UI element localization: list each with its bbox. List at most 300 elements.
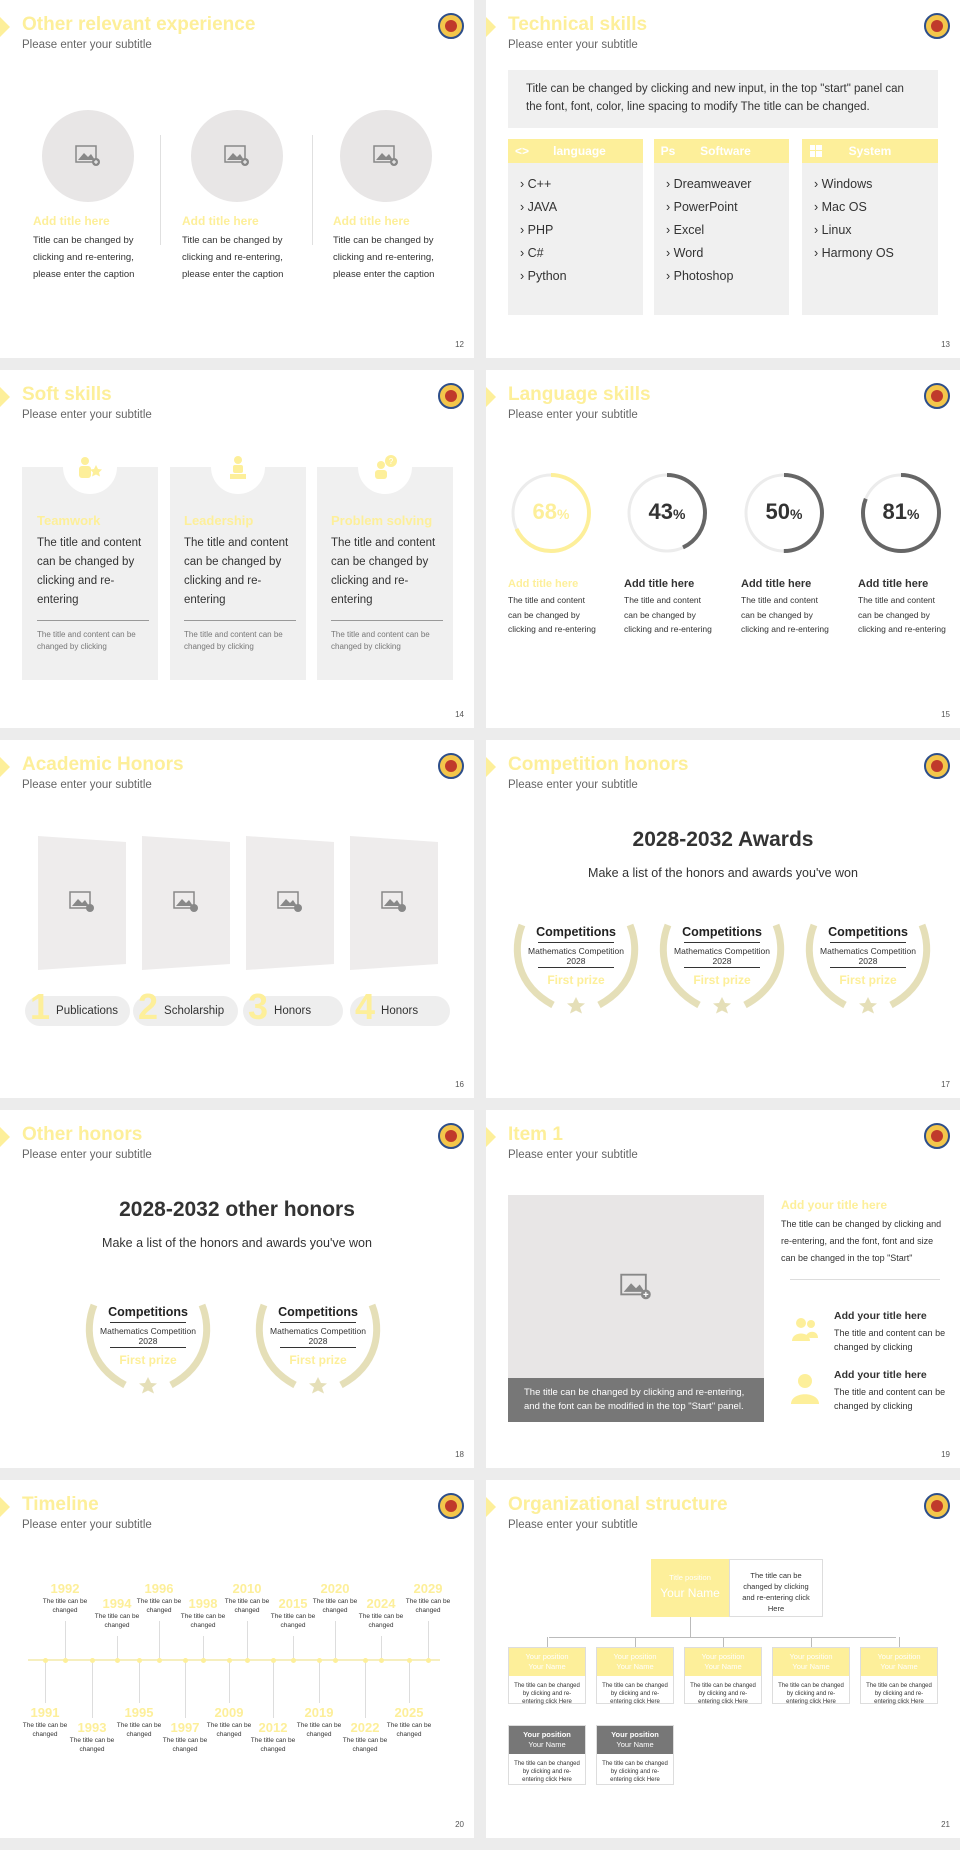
timeline-dot [183, 1658, 188, 1663]
timeline-stem [428, 1621, 429, 1658]
org-position: Your position [611, 1730, 659, 1739]
photoshop-icon: Ps [660, 144, 676, 158]
timeline-dot [227, 1658, 232, 1663]
timeline-dot [363, 1658, 368, 1663]
divider [538, 967, 614, 968]
timeline-dot [137, 1658, 142, 1663]
list-item: › PHP [520, 223, 554, 237]
timeline-text: The title can be changed [22, 1722, 68, 1738]
skill-list [654, 163, 789, 288]
divider [331, 620, 443, 621]
leadership-icon [211, 440, 265, 494]
progress-ring [741, 470, 827, 556]
title-marker [0, 1497, 10, 1517]
timeline-year: 1992 [50, 1581, 80, 1596]
timeline-dot [317, 1658, 322, 1663]
list-item: › Linux [814, 223, 852, 237]
list-item: › Python [520, 269, 567, 283]
divider [184, 620, 296, 621]
timeline-stem [45, 1662, 46, 1703]
experience-card [182, 214, 302, 283]
list-item: › C++ [520, 177, 552, 191]
org-position: Your position [701, 1652, 745, 1661]
award-line: Mathematics Competition [674, 946, 770, 956]
slide-title: Other relevant experience [22, 14, 256, 35]
page-number: 18 [455, 1450, 464, 1459]
timeline-text: The title can be changed [94, 1613, 140, 1629]
divider [160, 135, 161, 245]
side-text: The title can be changed by clicking and re-entering, and the font, font and size can be changed in the top "Start" [781, 1219, 942, 1263]
timeline-dot [245, 1658, 250, 1663]
page-number: 16 [455, 1080, 464, 1089]
title-marker [0, 1127, 10, 1147]
timeline-stem [381, 1636, 382, 1658]
divider [538, 942, 614, 943]
card-title: Problem solving [331, 513, 433, 528]
list-item: › Photoshop [666, 269, 734, 283]
org-text: The title can be changed by clicking and re-entering click Here [602, 1761, 668, 1783]
title-marker [0, 17, 10, 37]
timeline-dot [271, 1658, 276, 1663]
timeline-stem [365, 1662, 366, 1718]
org-card [508, 1725, 586, 1785]
photo-caption: The title can be changed by clicking and re-entering, and the font can be modified in the top "Start" panel. [508, 1378, 764, 1422]
award-wreath [654, 915, 790, 1015]
org-connector [690, 1617, 691, 1637]
university-emblem-icon [924, 13, 950, 39]
timeline-year: 1991 [30, 1705, 60, 1720]
org-text: The title can be changed by clicking and re-entering click Here [866, 1683, 932, 1705]
slide-19 [486, 1110, 960, 1468]
slide-14 [0, 370, 474, 728]
org-position: Your position [789, 1652, 833, 1661]
timeline-year: 2010 [232, 1581, 262, 1596]
honor-pill [25, 986, 130, 1027]
university-emblem-icon [438, 13, 464, 39]
award-year: 2028 [138, 1336, 158, 1346]
timeline-year: 1997 [170, 1720, 200, 1735]
timeline-year: 2022 [350, 1720, 380, 1735]
divider [830, 967, 906, 968]
timeline-year: 2019 [304, 1705, 334, 1720]
progress-ring [508, 470, 594, 556]
org-position: Your position [613, 1652, 657, 1661]
photo-placeholder[interactable] [508, 1195, 764, 1378]
experience-card [33, 214, 153, 283]
photo-placeholder[interactable] [42, 110, 134, 202]
slide-20 [0, 1480, 474, 1838]
code-icon: <> [514, 144, 529, 158]
timeline-text: The title can be changed [206, 1722, 252, 1738]
org-position: Your position [525, 1652, 569, 1661]
page-number: 19 [941, 1450, 950, 1459]
root-position: Title position [669, 1573, 711, 1582]
org-card [772, 1647, 850, 1704]
card-title: Add title here [182, 214, 259, 228]
title-marker [486, 17, 496, 37]
page-number: 15 [941, 710, 950, 719]
university-emblem-icon [924, 1123, 950, 1149]
slide-18 [0, 1110, 474, 1468]
timeline-dot [115, 1658, 120, 1663]
honor-pill [350, 986, 450, 1027]
timeline-dot [90, 1658, 95, 1663]
org-card [596, 1647, 674, 1704]
slide-subtitle: Please enter your subtitle [508, 409, 638, 421]
timeline-stem [229, 1662, 230, 1703]
row-text: The title and content can be changed by clicking [834, 1387, 946, 1411]
title-marker [486, 387, 496, 407]
slide-title: Competition honors [508, 754, 689, 775]
card-text: Title can be changed by clicking and re-entering, please enter the caption [333, 235, 435, 280]
page-number: 13 [941, 340, 950, 349]
title-marker [486, 1127, 496, 1147]
org-name: Your Name [616, 1740, 654, 1749]
list-item: › Windows [814, 177, 873, 191]
item-text: The title and content can be changed by clicking and re-entering [741, 595, 829, 634]
side-title: Add your title here [781, 1198, 888, 1212]
item-text: The title and content can be changed by clicking and re-entering [858, 595, 946, 634]
org-name: Your Name [704, 1662, 742, 1671]
divider [312, 135, 313, 245]
slide-subtitle: Please enter your subtitle [22, 1519, 152, 1531]
honor-label: Publications [56, 1005, 119, 1017]
timeline-year: 2024 [366, 1596, 396, 1611]
university-emblem-icon [924, 1493, 950, 1519]
timeline-text: The title can be changed [312, 1598, 358, 1614]
card-title: Leadership [184, 513, 254, 528]
item-title: Add title here [741, 578, 812, 590]
card-title: Add title here [33, 214, 110, 228]
org-connector [811, 1637, 812, 1647]
card-text: The title and content can be changed by clicking and re-entering [331, 537, 436, 606]
slide-subtitle: Please enter your subtitle [22, 1149, 152, 1161]
ring-value: 68% [532, 499, 570, 524]
list-item: › Dreamweaver [666, 177, 752, 191]
timeline-year: 2029 [413, 1581, 443, 1596]
honor-number: 3 [248, 986, 269, 1027]
photo-placeholder[interactable] [36, 836, 128, 970]
slide-title: Academic Honors [22, 754, 184, 775]
slide-12 [0, 0, 474, 358]
award-line: Mathematics Competition [270, 1326, 366, 1336]
divider [684, 942, 760, 943]
slide-subtitle: Please enter your subtitle [22, 39, 152, 51]
university-emblem-icon [438, 1123, 464, 1149]
timeline-text: The title can be changed [250, 1737, 296, 1753]
university-emblem-icon [438, 753, 464, 779]
honor-number: 4 [355, 986, 376, 1027]
section-tagline: Make a list of the honors and awards you've won [102, 1236, 372, 1250]
slide-subtitle: Please enter your subtitle [508, 779, 638, 791]
award-wreath [80, 1295, 216, 1395]
slide-title: Language skills [508, 384, 651, 405]
org-card [684, 1647, 762, 1704]
timeline-text: The title can be changed [69, 1737, 115, 1753]
award-prize: First prize [547, 973, 605, 987]
timeline-dot [291, 1658, 296, 1663]
progress-ring [858, 470, 944, 556]
honor-number: 2 [138, 986, 159, 1027]
slide-title: Item 1 [508, 1124, 563, 1145]
slide-title: Timeline [22, 1494, 99, 1515]
award-line: Mathematics Competition [528, 946, 624, 956]
org-name: Your Name [528, 1662, 566, 1671]
honor-pill [133, 986, 238, 1027]
slide-subtitle: Please enter your subtitle [508, 1149, 638, 1161]
slide-subtitle: Please enter your subtitle [508, 39, 638, 51]
timeline-text: The title can be changed [224, 1598, 270, 1614]
org-text: The title can be changed by clicking and re-entering click Here [602, 1683, 668, 1705]
timeline-year: 2015 [278, 1596, 308, 1611]
title-marker [0, 757, 10, 777]
image-icon [75, 145, 101, 167]
card-note: The title and content can be changed by clicking [184, 630, 283, 651]
column-title: System [848, 144, 892, 158]
list-item: › JAVA [520, 200, 558, 214]
timeline-stem [159, 1621, 160, 1658]
award-prize: First prize [693, 973, 751, 987]
progress-ring [624, 470, 710, 556]
ring-value: 50% [765, 499, 803, 524]
list-item: › C# [520, 246, 544, 260]
skill-list [508, 163, 643, 288]
timeline-year: 2009 [214, 1705, 244, 1720]
column-title: Software [700, 144, 751, 158]
timeline-year: 2012 [258, 1720, 288, 1735]
card-text: The title and content can be changed by clicking and re-entering [184, 537, 289, 606]
item-title: Add title here [858, 578, 929, 590]
org-connector [723, 1637, 724, 1647]
timeline-text: The title can be changed [386, 1722, 432, 1738]
org-text: The title can be changed by clicking and re-entering click Here [690, 1683, 756, 1705]
page-number: 12 [455, 340, 464, 349]
slide-17 [486, 740, 960, 1098]
photo-placeholder[interactable] [244, 836, 336, 970]
group-icon [790, 1316, 820, 1342]
timeline-stem [247, 1621, 248, 1658]
card-note: The title and content can be changed by clicking [331, 630, 430, 651]
title-marker [0, 387, 10, 407]
slide-13 [486, 0, 960, 358]
award-title: Competitions [536, 925, 616, 939]
award-year: 2028 [712, 956, 732, 966]
award-year: 2028 [566, 956, 586, 966]
ring-value: 81% [882, 499, 920, 524]
award-prize: First prize [289, 1353, 347, 1367]
teamwork-icon [63, 440, 117, 494]
ring-value: 43% [648, 499, 686, 524]
card-text: The title and content can be changed by clicking and re-entering [37, 537, 142, 606]
skill-list [802, 163, 938, 265]
card-title: Teamwork [37, 513, 101, 528]
root-name: Your Name [660, 1586, 720, 1600]
windows-icon [810, 145, 822, 157]
slide-15 [486, 370, 960, 728]
image-icon [620, 1273, 652, 1301]
org-connector [899, 1637, 900, 1647]
org-name: Your Name [528, 1740, 566, 1749]
award-year: 2028 [308, 1336, 328, 1346]
timeline-dot [63, 1658, 68, 1663]
org-text: The title can be changed by clicking and re-entering click Here [514, 1761, 580, 1783]
honor-label: Honors [381, 1005, 419, 1017]
honor-number: 1 [30, 986, 51, 1027]
award-title: Competitions [108, 1305, 188, 1319]
timeline-year: 2020 [320, 1581, 350, 1596]
section-tagline: Make a list of the honors and awards you've won [588, 866, 858, 880]
timeline-dot [379, 1658, 384, 1663]
intro-box: Title can be changed by clicking and new input, in the top "start" panel can the font, font, color, line spacing to modify The title can be changed. [508, 70, 938, 128]
timeline-stem [117, 1636, 118, 1658]
timeline-text: The title can be changed [358, 1613, 404, 1629]
problem-solving-icon [358, 440, 412, 494]
org-card [860, 1647, 938, 1704]
award-wreath [800, 915, 936, 1015]
org-card [596, 1725, 674, 1785]
slide-16 [0, 740, 474, 1098]
university-emblem-icon [438, 383, 464, 409]
skill-column [508, 139, 643, 315]
root-text: The title can be changed by clicking and re-entering click Here [729, 1559, 823, 1617]
item-text: The title and content can be changed by clicking and re-entering [508, 595, 596, 634]
page-number: 17 [941, 1080, 950, 1089]
timeline-year: 1998 [188, 1596, 218, 1611]
page-number: 21 [941, 1820, 950, 1829]
column-title: language [553, 144, 606, 158]
item-title: Add title here [624, 578, 695, 590]
award-wreath [508, 915, 644, 1015]
experience-card [333, 214, 458, 283]
row-text: The title and content can be changed by clicking [834, 1328, 946, 1352]
divider [790, 1279, 940, 1280]
org-root-card [651, 1559, 729, 1617]
award-year: 2028 [858, 956, 878, 966]
divider [684, 967, 760, 968]
timeline-text: The title can be changed [136, 1598, 182, 1614]
award-title: Competitions [682, 925, 762, 939]
org-position: Your position [877, 1652, 921, 1661]
page-number: 20 [455, 1820, 464, 1829]
timeline-text: The title can be changed [42, 1598, 88, 1614]
slide-21 [486, 1480, 960, 1838]
slide-title: Other honors [22, 1124, 143, 1145]
section-heading: 2028-2032 other honors [119, 1198, 355, 1221]
page-number: 14 [455, 710, 464, 719]
timeline-stem [409, 1662, 410, 1703]
timeline-dot [407, 1658, 412, 1663]
award-title: Competitions [828, 925, 908, 939]
list-item: › Harmony OS [814, 246, 894, 260]
divider [280, 1322, 356, 1323]
timeline-dot [333, 1658, 338, 1663]
org-connector [547, 1637, 548, 1647]
skill-column [802, 139, 938, 315]
photo-placeholder[interactable] [348, 836, 440, 970]
org-position: Your position [523, 1730, 571, 1739]
timeline-dot [157, 1658, 162, 1663]
timeline-stem [293, 1636, 294, 1658]
honor-label: Scholarship [164, 1005, 225, 1017]
slide-subtitle: Please enter your subtitle [22, 779, 152, 791]
university-emblem-icon [924, 383, 950, 409]
honor-pill [243, 986, 343, 1027]
award-line: Mathematics Competition [820, 946, 916, 956]
timeline-dot [43, 1658, 48, 1663]
card-text: Title can be changed by clicking and re-entering, please enter the caption [182, 235, 284, 280]
timeline-text: The title can be changed [116, 1722, 162, 1738]
timeline-stem [335, 1621, 336, 1658]
university-emblem-icon [924, 753, 950, 779]
org-name: Your Name [792, 1662, 830, 1671]
timeline-year: 1994 [102, 1596, 132, 1611]
image-icon [224, 145, 250, 167]
card-title: Add title here [333, 214, 410, 228]
timeline-stem [203, 1636, 204, 1658]
section-heading: 2028-2032 Awards [632, 828, 814, 851]
divider [830, 942, 906, 943]
timeline-stem [139, 1662, 140, 1703]
timeline-year: 1996 [144, 1581, 174, 1596]
slide-title: Technical skills [508, 14, 648, 35]
timeline-text: The title can be changed [270, 1613, 316, 1629]
timeline-text: The title can be changed [180, 1613, 226, 1629]
timeline-text: The title can be changed [296, 1722, 342, 1738]
divider [110, 1347, 186, 1348]
org-text: The title can be changed by clicking and re-entering click Here [778, 1683, 844, 1705]
card-text: Title can be changed by clicking and re-entering, please enter the caption [33, 235, 135, 280]
award-wreath [250, 1295, 386, 1395]
title-marker [486, 1497, 496, 1517]
timeline-text: The title can be changed [405, 1598, 451, 1614]
award-title: Competitions [278, 1305, 358, 1319]
photo-placeholder[interactable] [140, 836, 232, 970]
timeline-year: 1995 [124, 1705, 154, 1720]
org-card [508, 1647, 586, 1704]
award-prize: First prize [839, 973, 897, 987]
timeline-dot [201, 1658, 206, 1663]
timeline-stem [273, 1662, 274, 1718]
timeline-stem [319, 1662, 320, 1703]
list-item: › Word [666, 246, 704, 260]
svg-text:?: ? [388, 457, 394, 466]
row-title: Add your title here [834, 1369, 927, 1381]
timeline-dot [426, 1658, 431, 1663]
person-icon [790, 1373, 820, 1405]
org-name: Your Name [880, 1662, 918, 1671]
photo-placeholder[interactable] [340, 110, 432, 202]
list-item: › PowerPoint [666, 200, 738, 214]
divider [280, 1347, 356, 1348]
award-prize: First prize [119, 1353, 177, 1367]
org-text: The title can be changed by clicking and re-entering click Here [514, 1683, 580, 1705]
card-note: The title and content can be changed by clicking [37, 630, 136, 651]
slide-title: Organizational structure [508, 1494, 728, 1515]
item-text: The title and content can be changed by clicking and re-entering [624, 595, 712, 634]
org-name: Your Name [616, 1662, 654, 1671]
row-title: Add your title here [834, 1310, 927, 1322]
divider [37, 620, 149, 621]
title-marker [486, 757, 496, 777]
timeline-stem [65, 1621, 66, 1658]
university-emblem-icon [438, 1493, 464, 1519]
award-line: Mathematics Competition [100, 1326, 196, 1336]
org-connector [635, 1637, 636, 1647]
list-item: › Mac OS [814, 200, 867, 214]
slide-title: Soft skills [22, 384, 112, 405]
photo-placeholder[interactable] [191, 110, 283, 202]
slide-subtitle: Please enter your subtitle [22, 409, 152, 421]
